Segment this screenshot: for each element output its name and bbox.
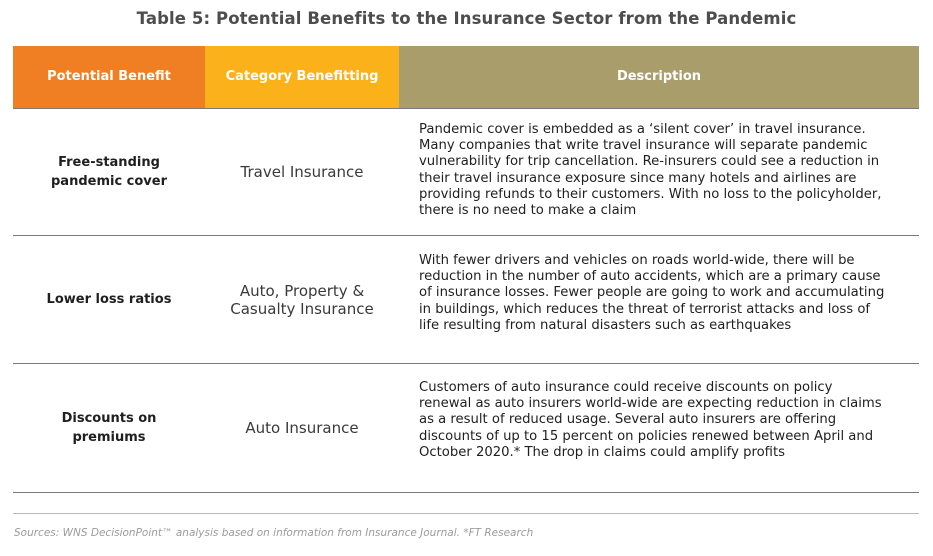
category-cell: Travel Insurance — [240, 163, 364, 181]
table-row — [13, 236, 919, 364]
header-description: Description — [399, 46, 919, 108]
header-potential-benefit: Potential Benefit — [13, 46, 205, 108]
benefit-cell: Free-standing pandemic cover — [50, 155, 168, 189]
source-note: Sources: WNS DecisionPoint™ analysis based on information from Insurance Journal. *FT Research — [14, 527, 534, 539]
description-cell: Customers of auto insurance could receive discounts on policy renewal as auto insurers world-wide are expecting reduction in claims as a result of reduced usage. Several auto insurers are offering discounts of up to 15 percent on policies renewed between April and October 2020.* The drop in claims could amplify profits — [419, 380, 882, 460]
category-cell: Auto, Property & Casualty Insurance — [230, 281, 374, 318]
category-cell: Auto Insurance — [245, 419, 359, 437]
benefits-table — [13, 46, 919, 493]
header-category-benefitting: Category Benefitting — [205, 46, 399, 108]
table-header-row — [13, 46, 919, 108]
source-divider — [13, 513, 919, 514]
benefit-cell: Discounts on premiums — [61, 411, 157, 445]
table-row — [13, 108, 919, 236]
table-title: Table 5: Potential Benefits to the Insurance Sector from the Pandemic — [136, 9, 797, 28]
table-row — [13, 364, 919, 493]
benefit-cell: Lower loss ratios — [46, 292, 172, 307]
description-cell: Pandemic cover is embedded as a ‘silent cover’ in travel insurance. Many companies that write travel insurance will separate pandemic vulnerability for trip cancellation. Re-insurers could see a reduction in their travel insurance exposure since many hotels and airlines are providing refunds to their customers. With no loss to the policyholder, there is no need to make a claim — [419, 122, 882, 219]
description-cell: With fewer drivers and vehicles on roads world-wide, there will be reduction in the number of auto accidents, which are a primary cause of insurance losses. Fewer people are going to work and accumulating in buildings, which reduces the threat of terrorist attacks and loss of life resulting from natural disasters such as earthquakes — [419, 253, 885, 333]
